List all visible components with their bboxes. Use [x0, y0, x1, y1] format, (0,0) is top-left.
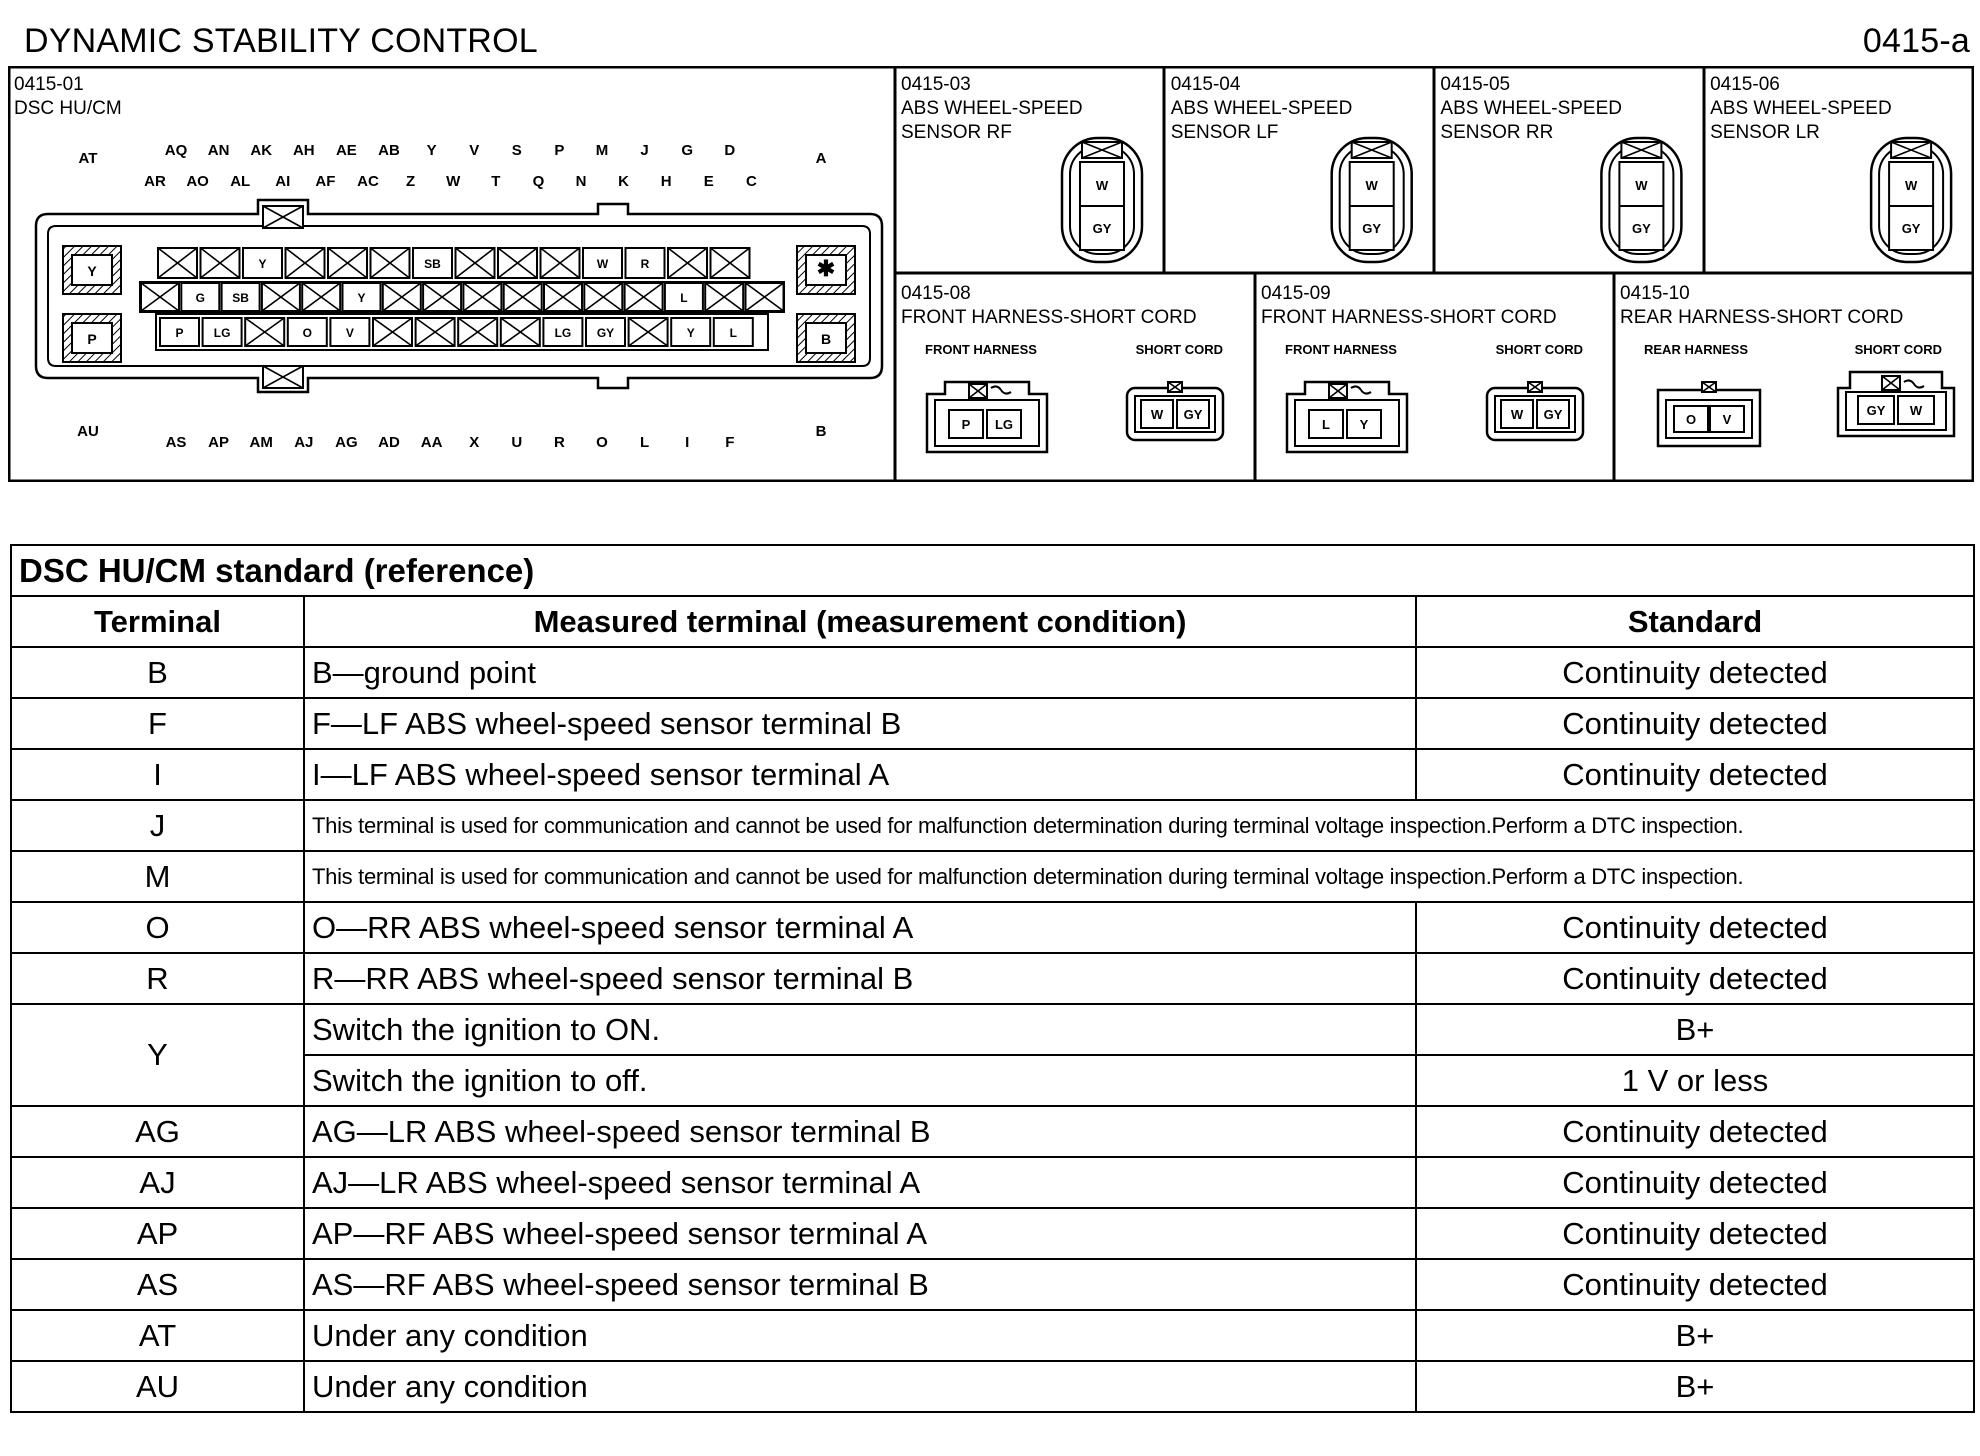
terminal-label: T	[491, 173, 501, 190]
terminal-cell: AS	[11, 1259, 304, 1310]
terminal-label: AO	[186, 173, 209, 190]
table-row	[11, 851, 1974, 902]
terminal-label: AF	[315, 173, 336, 190]
pin-label: ✱	[816, 256, 836, 281]
terminal-label: L	[640, 434, 650, 451]
header-terminal: Terminal	[11, 596, 304, 647]
pin-label: L	[680, 291, 688, 305]
table-row	[11, 1208, 1974, 1259]
empty-cavity-icon	[498, 248, 537, 278]
table-row	[11, 1004, 1974, 1055]
table-row	[11, 698, 1974, 749]
pin-label: V	[1722, 412, 1732, 427]
terminal-label: AA	[420, 434, 443, 451]
empty-cavity-icon	[201, 248, 240, 278]
empty-cavity-icon	[371, 248, 410, 278]
standard-cell: Continuity detected	[1416, 953, 1974, 1004]
terminal-label: AE	[335, 142, 357, 159]
lock-tab-icon	[1882, 376, 1900, 390]
terminal-cell: J	[11, 800, 304, 851]
terminal-label: F	[725, 434, 735, 451]
header-standard: Standard	[1416, 596, 1974, 647]
terminal-label: K	[618, 173, 630, 190]
terminal-cell: AG	[11, 1106, 304, 1157]
side-label: SHORT CORD	[1495, 342, 1583, 357]
pin-label: GY	[1543, 407, 1563, 422]
terminal-label: M	[595, 142, 609, 159]
pin-label: P	[175, 326, 184, 340]
table-row	[11, 1106, 1974, 1157]
note-cell: This terminal is used for communication and cannot be used for malfunction determination during terminal voltage inspection.Perform a DTC inspection.	[304, 851, 1974, 902]
table-row	[11, 1361, 1974, 1412]
empty-cavity-icon	[328, 248, 367, 278]
terminal-label: AM	[249, 434, 273, 451]
empty-cavity-icon	[286, 248, 325, 278]
table-body	[11, 647, 1974, 1412]
terminal-label: H	[660, 173, 672, 190]
terminal-label: X	[469, 434, 480, 451]
connector-code: 0415-05	[1440, 74, 1511, 95]
terminal-cell: O	[11, 902, 304, 953]
terminal-label: Q	[532, 173, 545, 190]
empty-cavity-icon	[423, 283, 461, 311]
lock-tab-icon	[263, 366, 303, 388]
terminal-label: O	[596, 434, 608, 451]
pin-label: GY	[1362, 221, 1382, 236]
table-row	[11, 902, 1974, 953]
pin-label: O	[1685, 412, 1697, 427]
measured-cell: B—ground point	[304, 647, 1416, 698]
pin-label: W	[1635, 178, 1648, 193]
standard-cell: Continuity detected	[1416, 749, 1974, 800]
empty-cavity-icon	[456, 248, 495, 278]
table-row	[11, 1310, 1974, 1361]
connector-name: SENSOR LF	[1170, 122, 1279, 143]
connector-name: ABS WHEEL-SPEED	[901, 98, 1083, 119]
standard-cell: B+	[1416, 1004, 1974, 1055]
empty-cavity-icon	[302, 283, 340, 311]
lock-tab-icon	[263, 206, 303, 228]
empty-cavity-icon	[262, 283, 300, 311]
terminal-cell: AT	[11, 1310, 304, 1361]
table-row	[11, 749, 1974, 800]
pin-label: GY	[596, 326, 615, 340]
page-id: 0415-a	[1862, 22, 1970, 60]
terminal-label: U	[511, 434, 523, 451]
terminal-label: AN	[207, 142, 230, 159]
pin-label: W	[1365, 178, 1378, 193]
measured-cell: I—LF ABS wheel-speed sensor terminal A	[304, 749, 1416, 800]
connector-code: 0415-10	[1620, 283, 1690, 304]
standard-cell: Continuity detected	[1416, 1157, 1974, 1208]
pin-label: R	[640, 257, 650, 271]
empty-cavity-icon	[501, 318, 540, 346]
table-row	[11, 1157, 1974, 1208]
terminal-label: D	[724, 142, 736, 159]
terminal-label: AC	[357, 173, 379, 190]
empty-cavity-icon	[416, 318, 455, 346]
standard-cell: 1 V or less	[1416, 1055, 1974, 1106]
terminal-label: E	[703, 173, 714, 190]
pin-label: LG	[213, 326, 231, 340]
measured-cell: O—RR ABS wheel-speed sensor terminal A	[304, 902, 1416, 953]
terminal-cell: B	[11, 647, 304, 698]
terminal-label: AS	[165, 434, 187, 451]
lock-tab-icon	[1168, 382, 1182, 392]
lock-tab-icon	[969, 384, 987, 398]
pin-label: P	[961, 417, 971, 432]
measured-cell: Switch the ignition to off.	[304, 1055, 1416, 1106]
standard-cell: B+	[1416, 1361, 1974, 1412]
pin-label: SB	[232, 291, 249, 305]
connector-name: SENSOR LR	[1710, 122, 1820, 143]
lock-tab-icon	[1352, 142, 1392, 158]
pin-label: GY	[1866, 403, 1886, 418]
pin-label: LG	[994, 417, 1014, 432]
terminal-label: S	[511, 142, 522, 159]
terminal-label: W	[446, 173, 461, 190]
measured-cell: Switch the ignition to ON.	[304, 1004, 1416, 1055]
pin-label: V	[345, 326, 354, 340]
terminal-label: I	[685, 434, 690, 451]
terminal-cell: M	[11, 851, 304, 902]
side-label: SHORT CORD	[1854, 342, 1942, 357]
side-label: FRONT HARNESS	[925, 342, 1037, 357]
empty-cavity-icon	[383, 283, 421, 311]
empty-cavity-icon	[158, 248, 197, 278]
header-measured: Measured terminal (measurement condition)	[304, 596, 1416, 647]
empty-cavity-icon	[541, 248, 580, 278]
terminal-label: J	[640, 142, 649, 159]
connector-name: ABS WHEEL-SPEED	[1440, 98, 1623, 119]
pin-label: Y	[1359, 417, 1369, 432]
empty-cavity-icon	[245, 318, 284, 346]
terminal-label: AK	[250, 142, 273, 159]
connector-code: 0415-09	[1261, 283, 1331, 304]
empty-cavity-icon	[629, 318, 668, 346]
standard-cell: Continuity detected	[1416, 698, 1974, 749]
pin-label: L	[1322, 417, 1330, 432]
pin-label: B	[820, 331, 832, 347]
pin-label: G	[195, 291, 205, 305]
table-row	[11, 1259, 1974, 1310]
pin-label: GY	[1901, 221, 1921, 236]
terminal-label: Y	[426, 142, 437, 159]
pin-label: O	[302, 326, 312, 340]
terminal-label: A	[815, 150, 827, 167]
standard-cell: Continuity detected	[1416, 1106, 1974, 1157]
empty-cavity-icon	[544, 283, 582, 311]
connector-code: 0415-06	[1710, 74, 1780, 95]
measured-cell: Under any condition	[304, 1361, 1416, 1412]
note-cell: This terminal is used for communication and cannot be used for malfunction determination during terminal voltage inspection.Perform a DTC inspection.	[304, 800, 1974, 851]
connector-name: SENSOR RR	[1440, 122, 1554, 143]
connector-name: SENSOR RF	[901, 122, 1012, 143]
side-label: FRONT HARNESS	[1285, 342, 1397, 357]
page-title: DYNAMIC STABILITY CONTROL	[24, 22, 538, 60]
connector-code: 0415-03	[901, 74, 971, 95]
empty-cavity-icon	[668, 248, 707, 278]
terminal-label: AG	[335, 434, 358, 451]
pin-label: W	[1150, 407, 1164, 422]
pin-label: LG	[554, 326, 572, 340]
pin-label: W	[1909, 403, 1923, 418]
terminal-label: Z	[406, 173, 416, 190]
side-label: SHORT CORD	[1135, 342, 1223, 357]
pin-label: GY	[1632, 221, 1651, 236]
standard-cell: Continuity detected	[1416, 1208, 1974, 1259]
terminal-label: B	[815, 423, 827, 440]
table-row	[11, 647, 1974, 698]
connector-name: DSC HU/CM	[14, 98, 122, 119]
pin-label: Y	[686, 326, 695, 340]
measured-cell: AJ—LR ABS wheel-speed sensor terminal A	[304, 1157, 1416, 1208]
connector-name: FRONT HARNESS-SHORT CORD	[901, 307, 1197, 328]
table-row	[11, 800, 1974, 851]
pin-label: W	[1904, 178, 1918, 193]
terminal-cell: AJ	[11, 1157, 304, 1208]
pin-label: Y	[87, 263, 97, 279]
lock-tab-icon	[1702, 382, 1716, 392]
terminal-cell: F	[11, 698, 304, 749]
terminal-label: AI	[275, 173, 291, 190]
standard-cell: Continuity detected	[1416, 1259, 1974, 1310]
pin-label: GY	[1092, 221, 1112, 236]
side-label: REAR HARNESS	[1644, 342, 1749, 357]
table-caption: DSC HU/CM standard (reference)	[11, 545, 1974, 596]
pin-label: W	[596, 257, 609, 271]
empty-cavity-icon	[625, 283, 663, 311]
table-row	[11, 1055, 1974, 1106]
measured-cell: AP—RF ABS wheel-speed sensor terminal A	[304, 1208, 1416, 1259]
terminal-label: AR	[144, 173, 166, 190]
standard-cell: Continuity detected	[1416, 647, 1974, 698]
lock-tab-icon	[1528, 382, 1542, 392]
table-row	[11, 953, 1974, 1004]
lock-tab-icon	[1082, 142, 1122, 158]
empty-cavity-icon	[584, 283, 622, 311]
lock-tab-icon	[1621, 142, 1661, 158]
terminal-cell: I	[11, 749, 304, 800]
empty-cavity-icon	[458, 318, 497, 346]
empty-cavity-icon	[746, 283, 784, 311]
pin-label: Y	[258, 257, 267, 271]
connector-code: 0415-08	[901, 283, 971, 304]
empty-cavity-icon	[705, 283, 743, 311]
pin-label: L	[729, 326, 737, 340]
terminal-label: AH	[292, 142, 315, 159]
terminal-label: C	[745, 173, 757, 190]
terminal-label: AD	[378, 434, 400, 451]
measured-cell: AG—LR ABS wheel-speed sensor terminal B	[304, 1106, 1416, 1157]
connector-diagram	[8, 66, 1974, 482]
measured-cell: F—LF ABS wheel-speed sensor terminal B	[304, 698, 1416, 749]
terminal-cell: R	[11, 953, 304, 1004]
connector-name: REAR HARNESS-SHORT CORD	[1620, 307, 1904, 328]
connector-code: 0415-01	[14, 74, 84, 95]
terminal-label: AJ	[294, 434, 314, 451]
pin-label: GY	[1183, 407, 1203, 422]
measured-cell: AS—RF ABS wheel-speed sensor terminal B	[304, 1259, 1416, 1310]
terminal-label: G	[681, 142, 694, 159]
terminal-cell: AP	[11, 1208, 304, 1259]
terminal-label: R	[553, 434, 565, 451]
empty-cavity-icon	[504, 283, 542, 311]
connector-name: FRONT HARNESS-SHORT CORD	[1261, 307, 1557, 328]
connector-name: ABS WHEEL-SPEED	[1170, 98, 1353, 119]
pin-label: Y	[357, 291, 366, 305]
terminal-label: AQ	[164, 142, 188, 159]
standard-cell: Continuity detected	[1416, 902, 1974, 953]
lock-tab-icon	[1329, 384, 1347, 398]
terminal-label: AL	[230, 173, 251, 190]
terminal-label: AB	[378, 142, 400, 159]
standard-cell: B+	[1416, 1310, 1974, 1361]
pin-label: W	[1095, 178, 1109, 193]
pin-label: W	[1510, 407, 1524, 422]
connector-code: 0415-04	[1170, 74, 1241, 95]
terminal-label: P	[554, 142, 565, 159]
terminal-label: N	[575, 173, 587, 190]
terminal-label: AT	[78, 150, 98, 167]
lock-tab-icon	[1891, 142, 1931, 158]
terminal-cell: Y	[11, 1004, 304, 1106]
empty-cavity-icon	[373, 318, 412, 346]
connector-name: ABS WHEEL-SPEED	[1710, 98, 1892, 119]
measured-cell: Under any condition	[304, 1310, 1416, 1361]
terminal-label: AP	[208, 434, 230, 451]
empty-cavity-icon	[463, 283, 501, 311]
empty-cavity-icon	[141, 283, 179, 311]
reference-table	[10, 544, 1975, 1413]
terminal-cell: AU	[11, 1361, 304, 1412]
pin-label: SB	[424, 257, 441, 271]
empty-cavity-icon	[711, 248, 750, 278]
terminal-label: V	[469, 142, 480, 159]
pin-label: P	[87, 331, 97, 347]
terminal-label: AU	[77, 423, 99, 440]
measured-cell: R—RR ABS wheel-speed sensor terminal B	[304, 953, 1416, 1004]
